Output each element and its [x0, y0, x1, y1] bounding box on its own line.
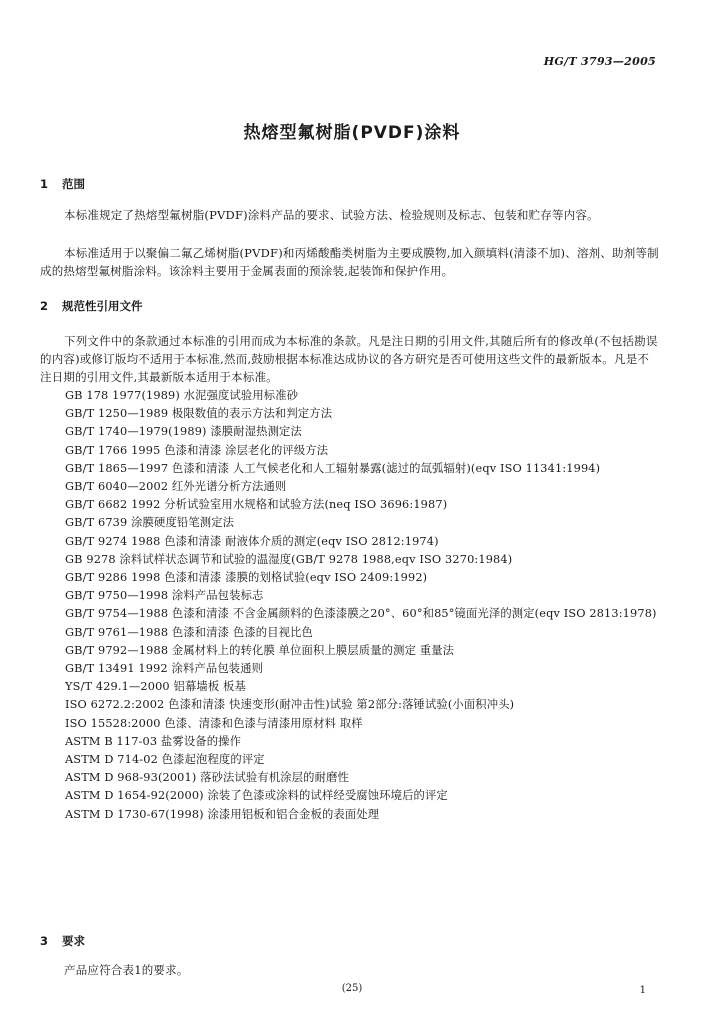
document-title: 热熔型氟树脂(PVDF)涂料 [243, 123, 461, 143]
reference-item: ASTM D 968-93(2001) 落砂法试验有机涂层的耐磨性 [65, 771, 349, 785]
reference-item: GB/T 1250—1989 极限数值的表示方法和判定方法 [65, 407, 333, 421]
reference-item: GB/T 9274 1988 色漆和清漆 耐液体介质的测定(eqv ISO 2812:1974) [65, 534, 439, 548]
reference-item: ISO 15528:2000 色漆、清漆和色漆与清漆用原材料 取样 [65, 716, 363, 730]
section-1-paragraph-1-text: 本标准规定了热熔型氟树脂(PVDF)涂料产品的要求、试验方法、检验规则及标志、包装和贮存等内容。 [64, 208, 599, 222]
reference-item: GB/T 9286 1998 色漆和清漆 漆膜的划格试验(eqv ISO 2409:1992) [65, 571, 428, 585]
section-3-title: 要求 [62, 934, 85, 948]
section-1-paragraph-2 [40, 244, 660, 280]
reference-item: GB/T 9750—1998 涂料产品包装标志 [65, 589, 264, 603]
reference-item: GB/T 6040—2002 红外光谱分析方法通则 [65, 480, 287, 494]
reference-item: ISO 6272.2:2002 色漆和清漆 快速变形(耐冲击性)试验 第2部分:落锤试验(小面积冲头) [65, 698, 515, 712]
document-code: HG/T 3793—2005 [543, 55, 656, 68]
reference-item: GB/T 9754—1988 色漆和清漆 不含金属颜料的色漆漆膜之20°、60°和85°镜面光泽的测定(eqv ISO 2813:1978) [65, 607, 657, 621]
reference-item: GB/T 1766 1995 色漆和清漆 涂层老化的评级方法 [65, 443, 329, 457]
section-3-heading [40, 933, 85, 949]
reference-item: GB/T 1740—1979(1989) 漆膜耐湿热测定法 [65, 425, 302, 439]
page-number: 1 [639, 985, 646, 996]
reference-item: GB 9278 涂料试样状态调节和试验的温湿度(GB/T 9278 1988,eqv ISO 3270:1984) [65, 552, 513, 566]
reference-item: GB 178 1977(1989) 水泥强度试验用标准砂 [65, 389, 299, 402]
page-label: (25) [341, 983, 363, 994]
reference-item: GB/T 9761—1988 色漆和清漆 色漆的目视比色 [65, 625, 313, 639]
section-1-heading [40, 176, 85, 192]
section-2-title: 规范性引用文件 [62, 299, 143, 313]
section-1-paragraph-1 [40, 206, 660, 224]
section-1-title: 范围 [62, 177, 85, 191]
reference-item: YS/T 429.1—2000 铝幕墙板 板基 [65, 680, 246, 694]
section-2-heading [40, 298, 143, 314]
reference-item: GB/T 1865—1997 色漆和清漆 人工气候老化和人工辐射暴露(滤过的氙弧辐射)(eqv ISO 11341:1994) [65, 461, 601, 475]
section-2-number: 2 [40, 299, 49, 313]
reference-item: GB/T 9792—1988 金属材料上的转化膜 单位面积上膜层质量的测定 重量法 [65, 643, 455, 657]
reference-item: ASTM B 117-03 盐雾设备的操作 [65, 734, 242, 748]
section-1-paragraph-2-text: 本标准适用于以聚偏二氟乙烯树脂(PVDF)和丙烯酸酯类树脂为主要成膜物,加入颜填料(清漆不加)、溶剂、助剂等制成的热熔型氟树脂涂料。该涂料主要用于金属表面的预涂装,起装饰和保护作用。 [40, 246, 659, 278]
section-3-number: 3 [40, 934, 49, 948]
reference-item: GB/T 13491 1992 涂料产品包装通则 [65, 662, 264, 676]
reference-item: ASTM D 1654-92(2000) 涂装了色漆或涂料的试样经受腐蚀环境后的评定 [65, 789, 448, 803]
reference-item: GB/T 6739 涂膜硬度铅笔测定法 [65, 516, 235, 530]
reference-item: ASTM D 1730-67(1998) 涂漆用铝板和铝合金板的表面处理 [65, 807, 380, 821]
section-3-paragraph [40, 961, 660, 979]
section-2-paragraph-text: 下列文件中的条款通过本标准的引用而成为本标准的条款。凡是注日期的引用文件,其随后所有的修改单(不包括勘误的内容)或修订版均不适用于本标准,然而,鼓励根据本标准达成协议的各方研究是否可使用这些文件的最新版本。凡是不注日期的引用文件,其最新版本适用于本标准。 [40, 334, 658, 384]
normative-references-list [40, 387, 670, 824]
section-1-number: 1 [40, 177, 49, 191]
reference-item: ASTM D 714-02 色漆起泡程度的评定 [65, 753, 265, 767]
section-2-paragraph [40, 332, 660, 386]
reference-item: GB/T 6682 1992 分析试验室用水规格和试验方法(neq ISO 3696:1987) [65, 498, 448, 512]
section-3-paragraph-text: 产品应符合表1的要求。 [64, 963, 189, 977]
